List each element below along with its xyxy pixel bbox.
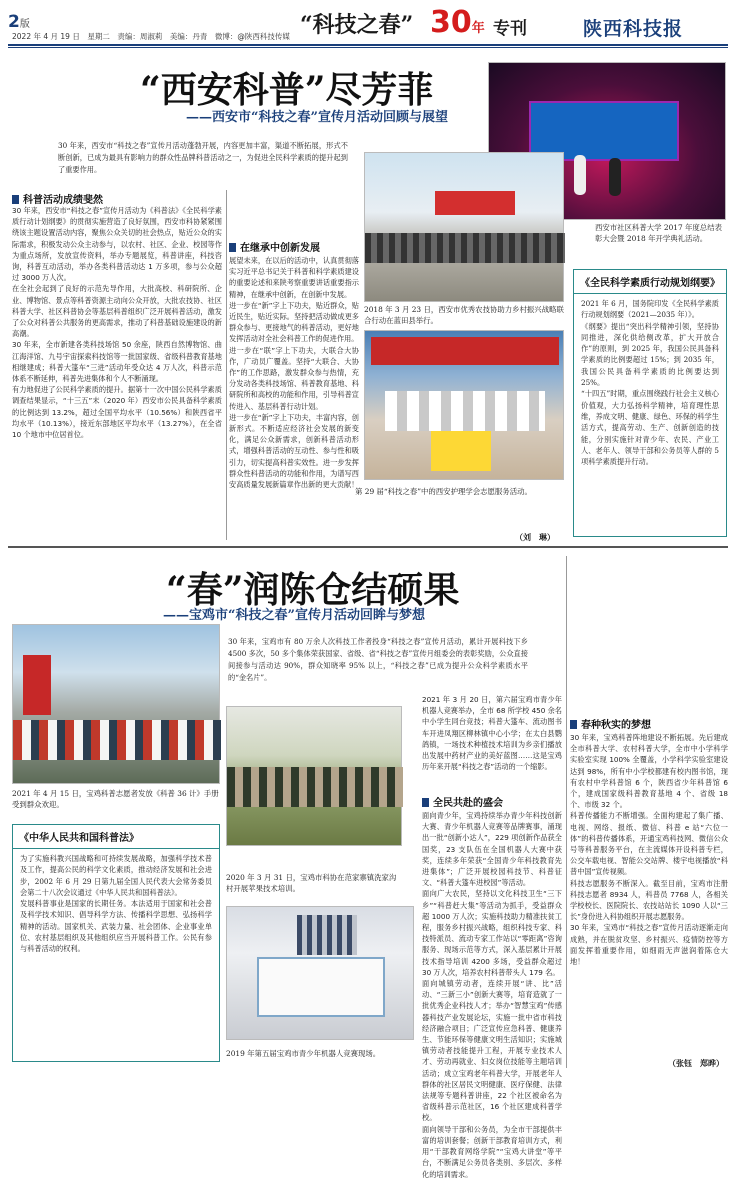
sidebox-science-law [12, 824, 220, 1062]
anniversary-badge: 30年 [430, 5, 485, 40]
article2-lead: 30 年来，宝鸡市有 80 万余人次科技工作者投身“科技之春”宣传月活动，累计开展科技下乡 4500 多次，50 多个集体荣获国家、省级、省“科技之春”宣传月组委会的表彰奖励，公众直接间接参与活动达 90%，群众知晓率 95% 以上，“科技之春”已成为提升公众科学素质水平的“金名片”。 [228, 637, 528, 682]
article1-section2-title: 在继承中创新发展 [229, 239, 320, 254]
article2-photo-robots [226, 906, 414, 1040]
masthead-suffix: 专刊 [493, 19, 527, 39]
article2-subhead: ——宝鸡市“科技之春”宣传月活动回眸与梦想 [163, 608, 425, 623]
article1-subhead: ——西安市“科技之春”宣传月活动回顾与展望 [186, 110, 448, 125]
article2-section2-body: 30 年来，宝鸡科普阵地建设不断拓展。先后建成全市科普大学、农村科普大学，全市中小学科学实验室实现 100% 全覆盖，小学科学实验室建设达到 98%，所有中小学校都建有校内图书馆，现有农村中学科普馆 6 个，陕西省少年科普馆 6 个，建成国家级科普教育基地 4 个、省级 18 个、市级 32 个。 科普传播能力不断增强。全面构建起了集广播、电视、网络、报纸、微信、科普 e 站“六位一体”的科普传播体系，开通宝鸡科技网、微信公众号等科普服务平台，在主流媒体开设科普专栏，公交车载电视、智能公交站牌、楼宇电视播放“科普中国”宣传视频。 科技志愿服务不断深入。截至目前，宝鸡市注册科技志愿者 8934 人，科普员 7768 人，各相关学校校长、医院院长、农技站站长 1090 人以“三长”身份进入科协组织开展志愿服务。 30 年来，宝鸡市“科技之春”宣传月活动逐渐走向成熟，并在脱贫攻坚、乡村振兴、疫情防控等方面发挥着重要作用，如细雨无声滋润着陈仓大地！ [570, 733, 728, 967]
article2-photo-orchard-caption: 2020 年 3 月 31 日，宝鸡市科协在范家寨镇洗家沟村开展苹果技术培训。 [226, 873, 397, 893]
column-divider-2 [566, 556, 567, 1068]
sidebox-literacy-plan-body: 2021 年 6 月，国务院印发《全民科学素质行动规划纲要（2021—2035 年）》。 《纲要》提出“突出科学精神引领，坚持协同推进，深化供给侧改革，扩大开放合作”的原则，到 2025 年，我国公民具备科学素质的比例要超过 15%；到 2035 年，我国公民具备科学素质的比例要达到 25%。 “十四五”时期，重点围绕践行社会主义核心价值观，大力弘扬科学精神，培育理性思维，养成文明、健康、绿色、环保的科学生活方式，提高劳动、生产、创新创造的技能，分别实施针对青少年、农民、产业工人、老年人、领导干部和公务员等人群的 5 项科学素质提升行动。 [581, 299, 719, 467]
sidebox-literacy-plan [573, 269, 727, 537]
article1-headline: “西安科普”尽芳菲 [140, 69, 434, 111]
article2-section1-body: 面向青少年，宝鸡持续举办青少年科技创新大赛、青少年机器人竞赛等品牌赛事，涌现出一批“创新小达人”，229 项创新作品获全国奖，23 支队伍在全国机器人大赛中获奖，连续多年荣获“全国青少年科技教育先进集体”；广泛开展校园科技节、科普征文、“科普大篷车进校园”等活动。 面向广大农民，坚持以文化科技卫生“三下乡”“科普赶大集”等活动为抓手，受益群众超 1000 万人次；实施科技助力精准扶贫工程，服务乡村振兴战略，组织科技专家、科技特派员、流动专家工作站以“零距离”咨询服务、现场示范等方式，深入基层累计开展技术指导培训 4200 多场，受益群众超过 30 万人次，培养农村科普带头人 179 名。 面向城镇劳动者，连续开展“讲、比”活动、“三新三小”创新大赛等，培育造就了一批优秀企业科技人才；举办“智慧宝鸡”传感器科技产业发展论坛，实施一批中省市科技经济融合项目；广泛宣传应急科普、健康养生、节能环保等健康文明生活知识；实施城镇劳动者技能提升工程，开展专业技术人才、劳动再就业、妇女岗位技能等主题培训活动；成立宝鸡老年科普大学，开展老年人群体的社区居民文明健康、医疗保健、法律法规等专题科普讲座，22 个社区被命名为省级科普示范社区，16 个社区建成科普学校。 面向领导干部和公务员，为全市干部提供丰富的培训套餐；创新干部教育培训方式，利用“干部教育网络学院”“宝鸡大讲堂”等平台，不断满足公务员各类别、多层次、多样化的培训需求。 [422, 811, 562, 1179]
article1-photo-volunteer [364, 330, 564, 480]
article1-photo-stage-caption: 西安市社区科普大学 2017 年度总结表彰大会暨 2018 年开学典礼活动。 [595, 223, 722, 243]
page-number: 2版 [8, 12, 30, 32]
article1-photo-ceremony [364, 152, 564, 302]
masthead-title: “科技之春” [300, 12, 414, 38]
article1-lead: 30 年来，西安市“科技之春”宣传月活动蓬勃开展，内容更加丰富，渠道不断拓展，形式不断创新，已成为最具有影响力的群众性品牌科普活动之一，为促进全民科学素质的提升起到了重要作用。 [58, 141, 348, 174]
article2-section1-tail [570, 560, 728, 700]
article2-section1-title: 全民共赴的盛会 [422, 794, 503, 809]
article-divider [8, 546, 728, 548]
article1-section2-body: 展望未来，在以后的活动中，认真贯彻落实习近平总书记关于科普和科学素质建设的重要论述和来陕考察重要讲话重要指示精神，在继承中创新，在创新中发展。 进一步在“新”字上下功夫，贴近群众，贴近民生，贴近实际。坚持把活动做成更多群众参与、更接地气的科普活动，更好地发挥活动对全社会科普工作的促进作用。 进一步在“联”字上下功夫，大联合大协作，广动员广覆盖。坚持“大联合、大协作”的工作思路，激发群众参与热情，充分发动各类科技场馆、科普教育基地、科研院所和高校的功能和作用，引导科普宣传进入、基层科普行动计划。 进一步在“新”字上下功夫，丰富内容，创新形式。不断适应经济社会发展的新变化，满足公众新需求，创新科普活动形式，增强科普活动的互动性、参与性和吸引力，切实提高科普实效性。进一步发挥群众性科普活动的功能和作用，为谱写西安高质量发展新篇章作出新的更大贡献！ [229, 256, 359, 490]
article1-photo-volunteer-caption: 第 29 届“科技之春”中的西安护理学会志愿服务活动。 [355, 487, 532, 496]
article2-photo-volunteers-caption: 2021 年 4 月 15 日，宝鸡科普志愿者发放《科普 36 计》手册受到群众欢迎。 [12, 789, 219, 809]
article2-photo-orchard [226, 706, 402, 846]
sidebox-science-law-body: 为了实施科教兴国战略和可持续发展战略，加强科学技术普及工作，提高公民的科学文化素质，推动经济发展和社会进步，2002 年 6 月 29 日第九届全国人民代表大会常务委员会第二十八次会议通过《中华人民共和国科普法》。 发展科普事业是国家的长期任务。本法适用于国家和社会普及科学技术知识、倡导科学方法、传播科学思想、弘扬科学精神的活动。国家机关、武装力量、社会团体、企业事业单位、农村基层组织及其他组织应当开展科普工作。公民有参与科普活动的权利。 [20, 854, 212, 954]
sidebox-science-law-title: 《中华人民共和国科普法》 [13, 825, 219, 849]
column-divider [226, 190, 227, 540]
article1-section1-title: 科普活动成绩斐然 [12, 191, 103, 206]
article2-headline: “春”润陈仓结硕果 [166, 569, 460, 611]
article1-section1-body: 30 年来，西安市“科技之春”宣传月活动为《科普法》《全民科学素质行动计划纲要》的贯彻实施营造了良好氛围，西安市科协紧紧围绕该主题设置活动内容，聚焦公众关切的社会热点，贴近公众的实际需求，积极发动公众主动参与，以农村、社区、企业、校园等作为重点场所，发放宣传资料，举办专题展览，科普讲座，科技咨询，科普互动活动，举办各类科普活动达 1 万多项，参与公众超过 3000 万人次。 在全社会起到了良好的示范先导作用，大批高校、科研院所、企业、博物馆、景点等科普资源主动向公众开放，大批农技协、社区科普大学、社区科普协会等基层科普组织广泛开展科普活动，激发了公众对科普公共服务的更高需求，推动了科普基础设施建设的新高潮。 30 年来，全市新建各类科技场馆 50 余座，陕西自然博物馆、曲江海洋馆、九号宇宙探索科技馆等一批国家级、省级科普教育基地相继建成；科普大篷车“三进”活动年受众达 4 万人次，科普示范体系不断延伸，科普先进集体和个人不断涌现。 有力地促进了公民科学素质的提升。据第十一次中国公民科学素质调查结果显示，“十三五”末（2020 年）西安市公民具备科学素质的比例达到 13.2%，超过全国平均水平（10.56%）和陕西省平均水平（10.13%），接近东部地区平均水平（13.27%），在全省 10 个地市中位居首位。 [12, 206, 222, 440]
article1-photo-ceremony-caption: 2018 年 3 月 23 日，西安市优秀农技协助力乡村振兴战略联合行动在蓝田县举行。 [364, 305, 564, 325]
article2-photo-robots-caption: 2019 年第五届宝鸡市青少年机器人竞赛现场。 [226, 1049, 381, 1058]
article2-intro: 2021 年 3 月 20 日，第六届宝鸡市青少年机器人竞赛举办，全市 68 所学校 450 余名中小学生同台竞技；科普大篷车、流动图书车开进凤翔区柳林镇中心小学；在太白县鹦鸽镇，一场技术种植技术培训为乡亲们播放出发展中药材产业的美好蓝图……这是宝鸡历年来开展“科技之春”活动的一个缩影。 [422, 695, 562, 772]
issue-meta: 2022 年 4 月 19 日 星期二 责编：周淑莉 美编：丹青 微博：@陕西科技传媒 [12, 32, 290, 41]
header-rule [8, 44, 728, 46]
article1-author: （刘 琳） [515, 533, 555, 542]
newspaper-logo: 陕西科技报 [583, 18, 684, 40]
article2-photo-volunteers [12, 624, 220, 784]
article2-section2-title: 春种秋实的梦想 [570, 716, 651, 731]
article2-author: （张钰 郑晔） [668, 1059, 724, 1068]
sidebox-literacy-plan-title: 《全民科学素质行动规划纲要》 [574, 270, 726, 294]
header-rule-thin [8, 47, 728, 48]
